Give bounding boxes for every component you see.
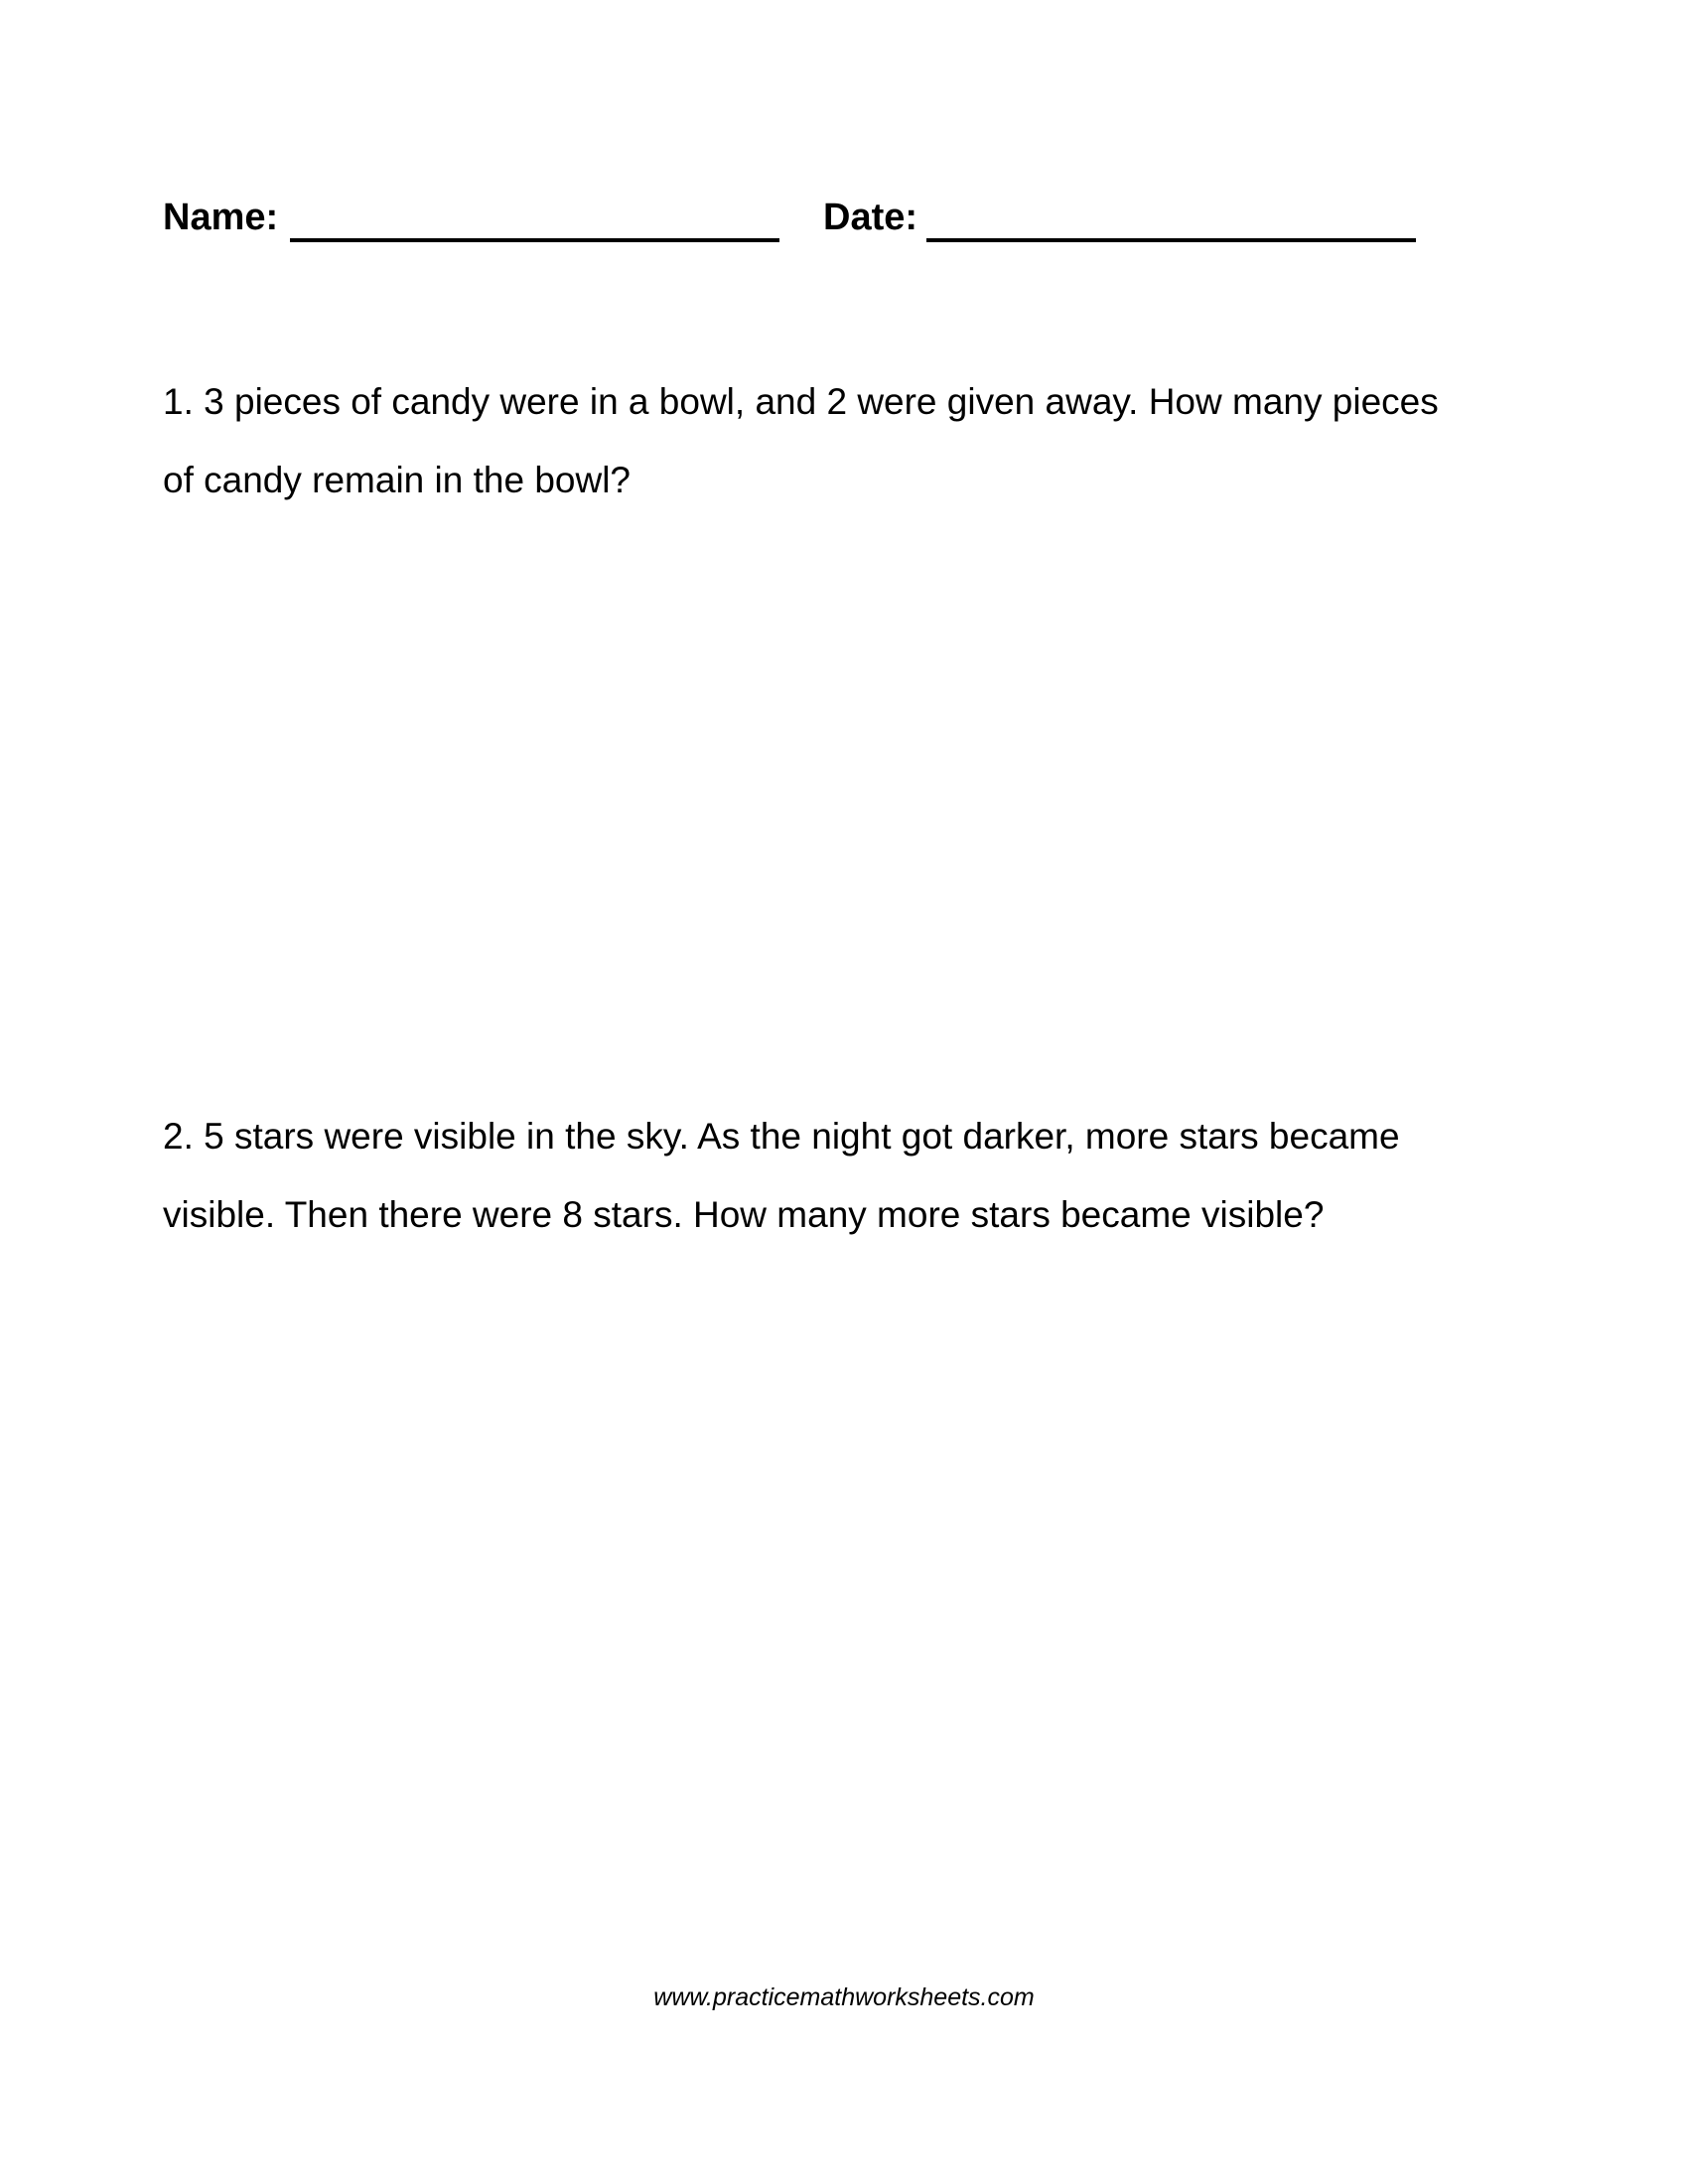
name-label: Name: [163,197,279,238]
question-1-line-1: 1. 3 pieces of candy were in a bowl, and 2 were given away. How many pieces [163,381,1439,422]
question-1-line-2: of candy remain in the bowl? [163,460,631,500]
date-label: Date: [823,197,918,238]
name-blank-line[interactable] [290,238,779,242]
question-2-line-2: visible. Then there were 8 stars. How many more stars became visible? [163,1194,1325,1235]
question-2-line-1: 2. 5 stars were visible in the sky. As the night got darker, more stars became [163,1116,1400,1157]
footer-url: www.practicemathworksheets.com [653,1983,1035,2011]
question-2 [163,1097,1400,1254]
date-blank-line[interactable] [926,238,1416,242]
question-1 [163,362,1439,519]
